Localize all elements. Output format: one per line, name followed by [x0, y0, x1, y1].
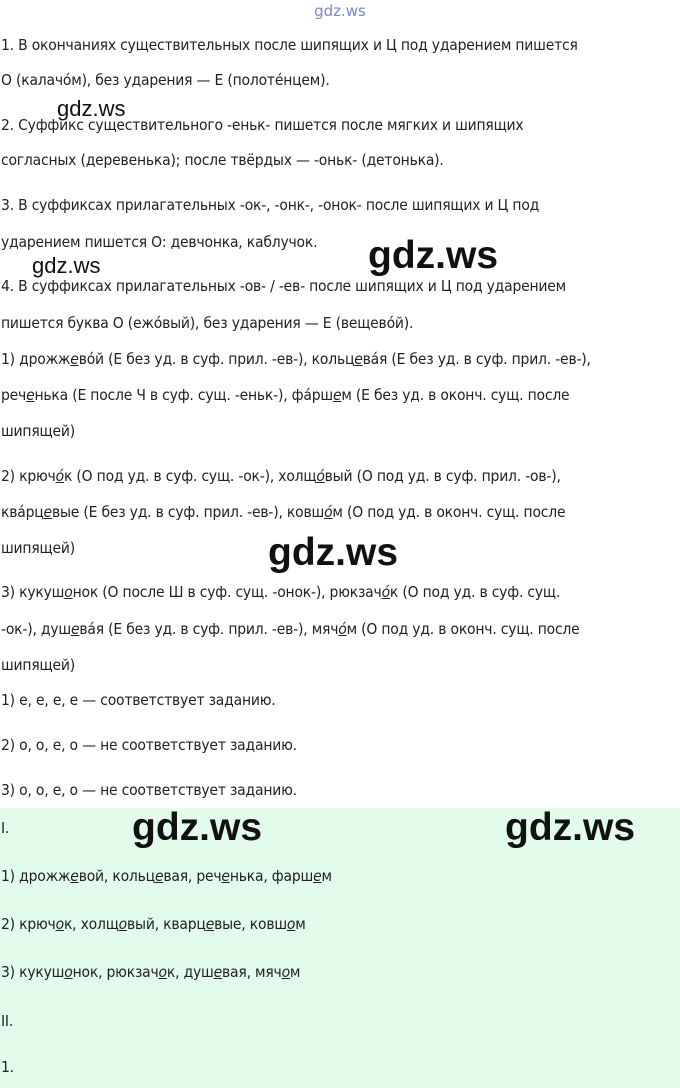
- final-answer-3: 3) кукушонок, рюкзачок, душевая, мячом: [1, 963, 301, 981]
- explanation-2-line-1: 2) крючо́к (О под уд. в суф. сущ. -ок-), холщо́вый (О под уд. в суф. прил. -ов-),: [1, 467, 561, 485]
- explanation-3-line-1: 3) кукушонок (О после Ш в суф. сущ. -онок-), рюкзачо́к (О под уд. в суф. сущ.: [1, 583, 561, 601]
- section-item-1: 1.: [1, 1058, 14, 1076]
- explanation-2-line-3: шипящей): [1, 539, 75, 557]
- answer-highlight-block: [0, 808, 680, 1088]
- watermark: gdz.ws: [505, 806, 636, 849]
- rule-1-line-2: О (калачо́м), без ударения — Е (полоте́нцем).: [1, 71, 330, 89]
- answer-3: 3) о, о, е, о — не соответствует заданию.: [1, 781, 297, 799]
- watermark: gdz.ws: [268, 531, 399, 574]
- explanation-1-line-1: 1) дрожжево́й (Е без уд. в суф. прил. -ев-), кольцева́я (Е без уд. в суф. прил. -ев-),: [1, 350, 591, 368]
- watermark: gdz.ws: [32, 253, 101, 278]
- rule-4-line-1: 4. В суффиксах прилагательных -ов- / -ев- после шипящих и Ц под ударением: [1, 277, 566, 295]
- watermark: gdz.ws: [132, 806, 263, 849]
- answer-2: 2) о, о, е, о — не соответствует заданию.: [1, 736, 297, 754]
- rule-3-line-2: ударением пишется О: девчонка, каблучок.: [1, 233, 318, 251]
- explanation-1-line-2: реченька (Е после Ч в суф. сущ. -еньк-), фа́ршем (Е без уд. в оконч. сущ. после: [1, 386, 570, 404]
- rule-1-line-1: 1. В окончаниях существительных после шипящих и Ц под ударением пишется: [1, 36, 578, 54]
- rule-4-line-2: пишется буква О (ежо́вый), без ударения — Е (вещево́й).: [1, 314, 414, 332]
- explanation-3-line-3: шипящей): [1, 656, 75, 674]
- final-answer-1: 1) дрожжевой, кольцевая, реченька, фаршем: [1, 867, 332, 885]
- explanation-1-line-3: шипящей): [1, 422, 75, 440]
- section-roman-1: I.: [1, 819, 10, 837]
- answer-1: 1) е, е, е, е — соответствует заданию.: [1, 691, 276, 709]
- explanation-3-line-2: -ок-), душева́я (Е без уд. в суф. прил. -ев-), мячо́м (О под уд. в оконч. сущ. после: [1, 620, 580, 638]
- final-answer-2: 2) крючок, холщовый, кварцевые, ковшом: [1, 915, 306, 933]
- rule-2-line-1: 2. Суффикс существительного -еньк- пишется после мягких и шипящих: [1, 116, 524, 134]
- rule-3-line-1: 3. В суффиксах прилагательных -ок-, -онк-, -онок- после шипящих и Ц под: [1, 196, 540, 214]
- rule-2-line-2: согласных (деревенька); после твёрдых — -оньк- (детонька).: [1, 151, 444, 169]
- section-roman-2: II.: [1, 1012, 14, 1030]
- watermark: gdz.ws: [368, 234, 499, 277]
- watermark-top: gdz.ws: [314, 2, 366, 20]
- explanation-2-line-2: ква́рцевые (Е без уд. в суф. прил. -ев-), ковшо́м (О под уд. в оконч. сущ. после: [1, 503, 566, 521]
- watermark: gdz.ws: [57, 96, 126, 121]
